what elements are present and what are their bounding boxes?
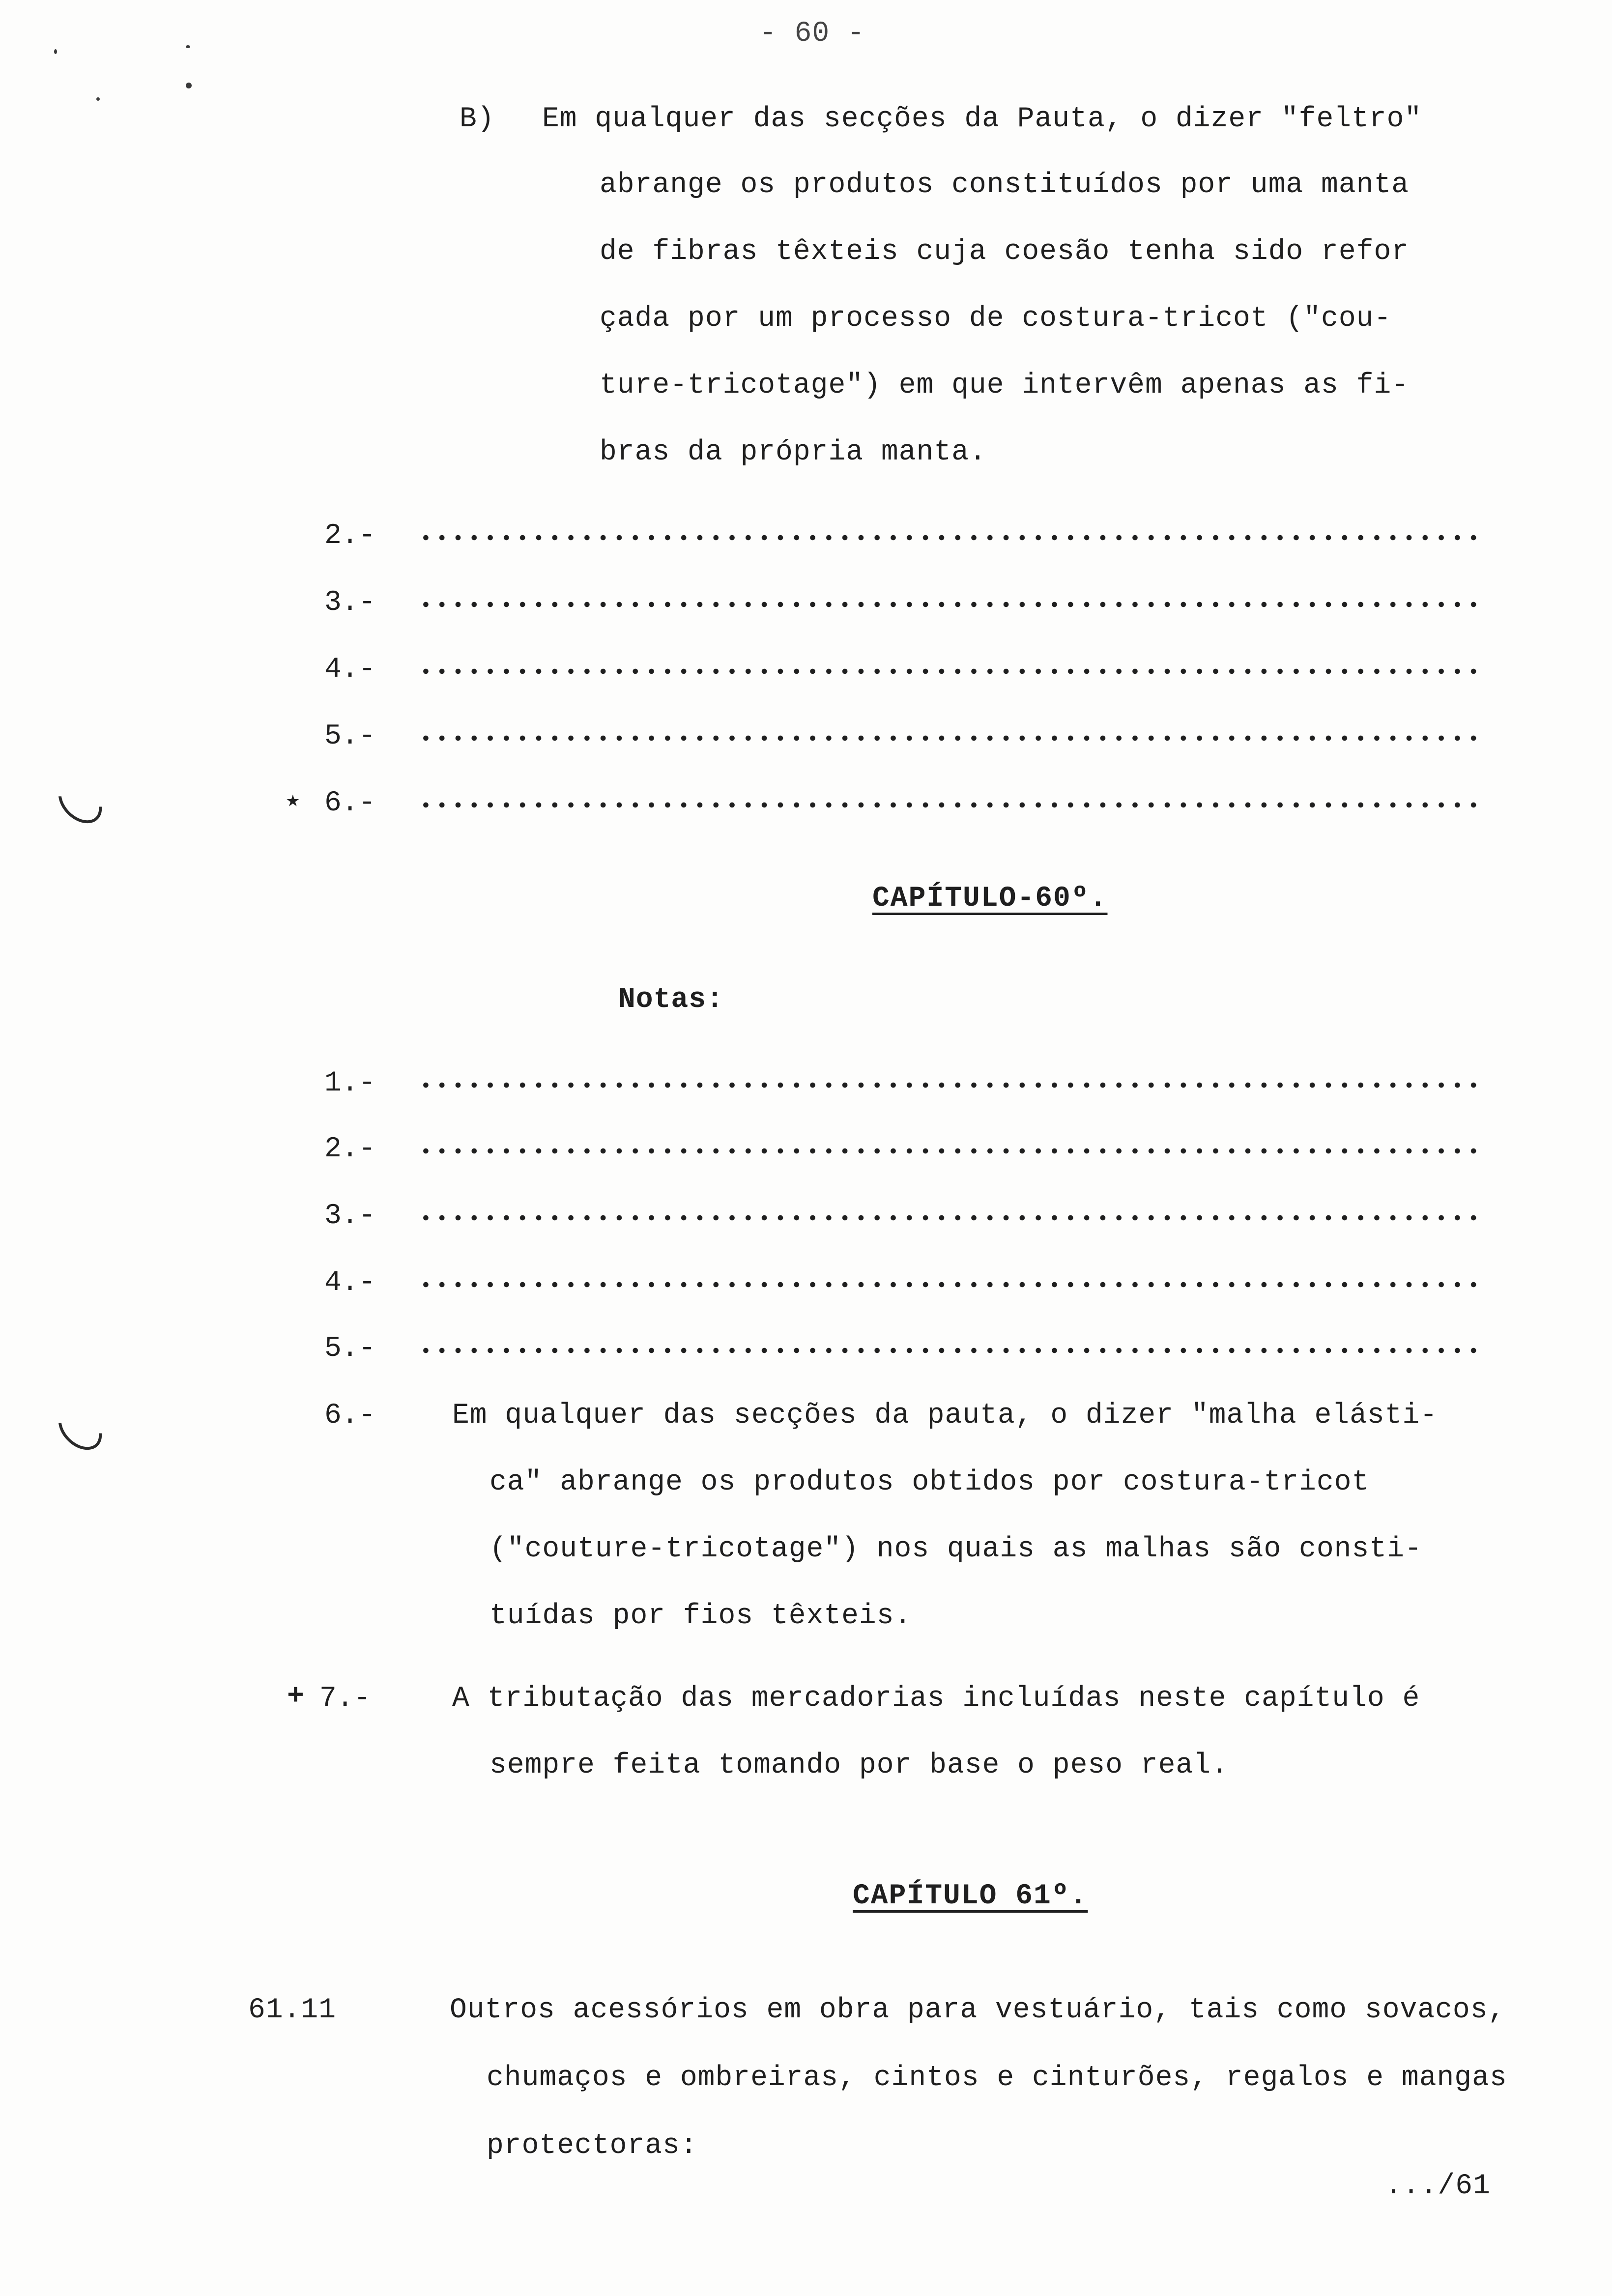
dotted-leader — [418, 535, 1477, 541]
list-item-number: 5.- — [324, 720, 376, 752]
note-6-line-4: tuídas por fios têxteis. — [489, 1600, 912, 1632]
block-b-line-2: abrange os produtos constituídos por uma manta — [600, 169, 1410, 201]
block-b-line-3: de fibras têxteis cuja coesão tenha sido refor — [600, 236, 1410, 268]
dotted-leader — [418, 668, 1477, 674]
page-number: - 60 - — [759, 18, 865, 50]
note-6-number: 6.- — [324, 1400, 376, 1432]
list-item-number: 1.- — [324, 1067, 376, 1099]
list-item-number: 3.- — [324, 587, 376, 619]
punch-hole-mark-lower — [50, 1398, 110, 1458]
block-b-line-4: çada por um processo de costura-tricot ("cou- — [600, 303, 1392, 335]
note-7-number: 7.- — [319, 1683, 371, 1715]
note-6-line-1: Em qualquer das secções da pauta, o dizer "malha elásti- — [452, 1400, 1438, 1432]
notes-label: Notas: — [618, 984, 724, 1016]
chapter-61-heading: CAPÍTULO 61º. — [853, 1880, 1088, 1912]
scan-speck — [186, 45, 190, 48]
dotted-leader — [418, 1148, 1477, 1154]
dotted-leader — [418, 1282, 1477, 1288]
note-7-line-1: A tributação das mercadorias incluídas neste capítulo é — [452, 1683, 1420, 1715]
dotted-leader — [418, 1082, 1477, 1088]
handwritten-star-mark: ★ — [286, 788, 300, 813]
list-item-number: 3.- — [324, 1200, 376, 1232]
entry-line-2: chumaços e ombreiras, cintos e cinturões, regalos e mangas — [487, 2062, 1507, 2094]
scan-speck — [186, 83, 192, 88]
note-7-line-2: sempre feita tomando por base o peso real. — [489, 1750, 1229, 1781]
block-b-line-6: bras da própria manta. — [600, 436, 987, 468]
list-item-number: 2.- — [324, 520, 376, 552]
dotted-leader — [418, 602, 1477, 607]
handwritten-plus-mark: + — [287, 1681, 304, 1713]
note-6-line-2: ca" abrange os produtos obtidos por costura-tricot — [489, 1466, 1370, 1498]
block-b-marker: B) — [460, 103, 495, 135]
list-item-number: 6.- — [324, 787, 376, 819]
entry-line-3: protectoras: — [487, 2130, 698, 2162]
list-item-number: 4.- — [324, 654, 376, 686]
scan-speck — [96, 97, 100, 101]
block-b-line-5: ture-tricotage") em que intervêm apenas as fi- — [600, 370, 1410, 402]
list-item-number: 2.- — [324, 1133, 376, 1165]
dotted-leader — [418, 735, 1477, 741]
continuation-marker: .../61 — [1385, 2170, 1491, 2202]
scan-speck — [54, 49, 57, 54]
chapter-60-heading: CAPÍTULO-60º. — [872, 883, 1108, 915]
dotted-leader — [418, 1215, 1477, 1221]
list-item-number: 5.- — [324, 1333, 376, 1365]
punch-hole-mark-upper — [50, 771, 110, 832]
block-b-line-1: Em qualquer das secções da Pauta, o dizer "feltro" — [542, 103, 1422, 135]
dotted-leader — [418, 1348, 1477, 1353]
entry-line-1: Outros acessórios em obra para vestuário, tais como sovacos, — [450, 1994, 1506, 2026]
list-item-number: 4.- — [324, 1267, 376, 1299]
entry-code: 61.11 — [248, 1994, 337, 2026]
dotted-leader — [418, 802, 1477, 808]
note-6-line-3: ("couture-tricotage") nos quais as malhas são consti- — [489, 1533, 1422, 1565]
